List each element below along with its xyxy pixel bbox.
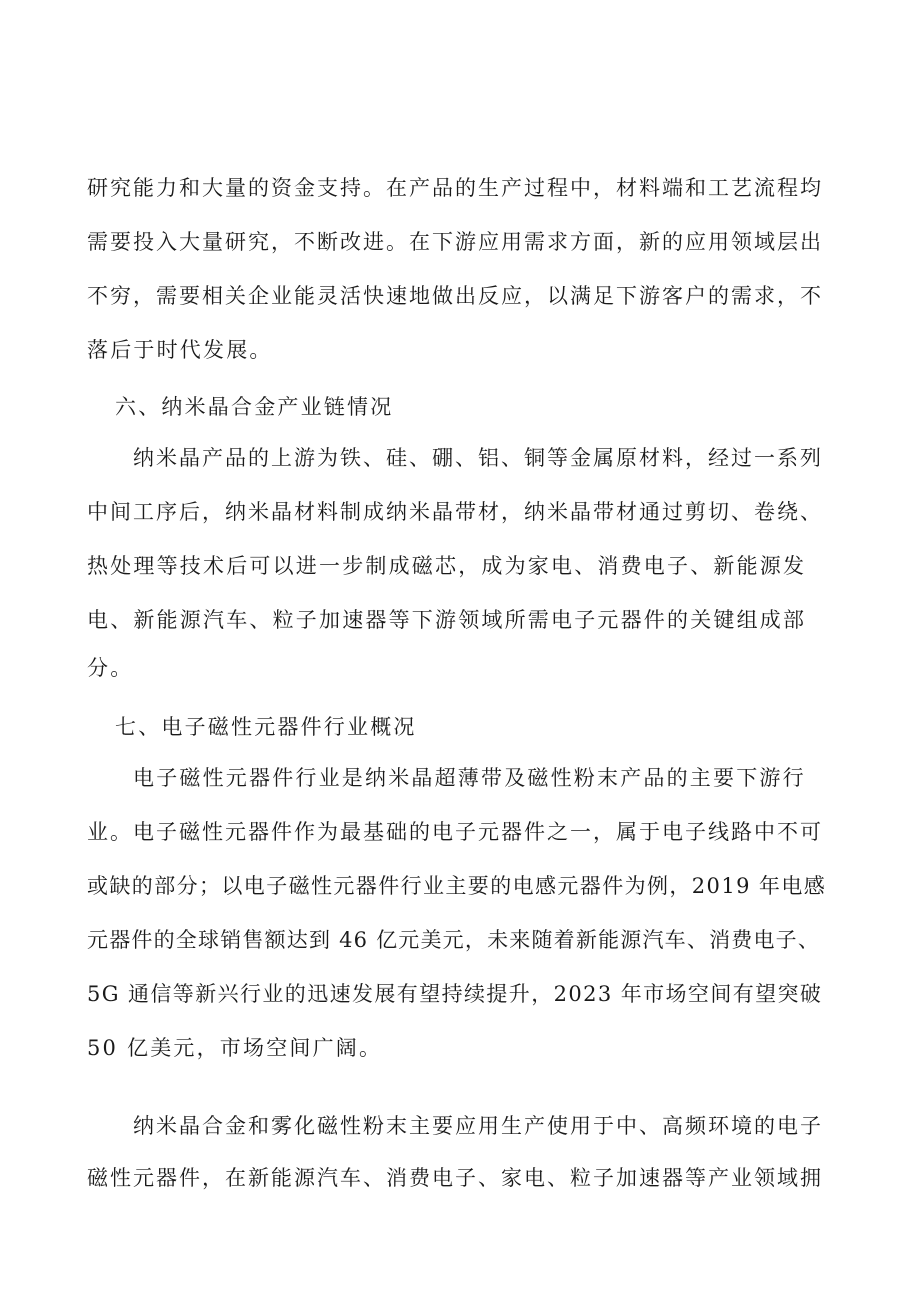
paragraph-line: 纳米晶产品的上游为铁、硅、硼、铝、铜等金属原材料，经过一系列 xyxy=(133,446,823,470)
paragraph-line: 中间工序后，纳米晶材料制成纳米晶带材，纳米晶带材通过剪切、卷绕、 xyxy=(87,500,823,524)
paragraph-line: 需要投入大量研究，不断改进。在下游应用需求方面，新的应用领域层出 xyxy=(87,230,823,254)
paragraph-line: 业。电子磁性元器件作为最基础的电子元器件之一，属于电子线路中不可 xyxy=(87,820,823,844)
paragraph-line: 电子磁性元器件行业是纳米晶超薄带及磁性粉末产品的主要下游行 xyxy=(133,766,806,790)
section-heading: 六、纳米晶合金产业链情况 xyxy=(115,395,394,419)
paragraph-line: 50 亿美元，市场空间广阔。 xyxy=(87,1036,383,1060)
paragraph-line: 研究能力和大量的资金支持。在产品的生产过程中，材料端和工艺流程均 xyxy=(87,176,823,200)
paragraph-line: 落后于时代发展。 xyxy=(87,338,273,362)
paragraph-line: 磁性元器件，在新能源汽车、消费电子、家电、粒子加速器等产业领域拥 xyxy=(87,1166,823,1190)
paragraph-line: 分。 xyxy=(87,656,134,680)
section-heading: 七、电子磁性元器件行业概况 xyxy=(115,715,417,739)
paragraph-line: 电、新能源汽车、粒子加速器等下游领域所需电子元器件的关键组成部 xyxy=(87,608,807,632)
paragraph-line: 或缺的部分；以电子磁性元器件行业主要的电感元器件为例，2019 年电感 xyxy=(87,874,827,898)
paragraph-line: 元器件的全球销售额达到 46 亿元美元，未来随着新能源汽车、消费电子、 xyxy=(87,928,821,952)
paragraph-line: 不穷，需要相关企业能灵活快速地做出反应，以满足下游客户的需求，不 xyxy=(87,284,823,308)
paragraph-line: 热处理等技术后可以进一步制成磁芯，成为家电、消费电子、新能源发 xyxy=(87,554,807,578)
paragraph-line: 5G 通信等新兴行业的迅速发展有望持续提升，2023 年市场空间有望突破 xyxy=(87,982,823,1006)
paragraph-line: 纳米晶合金和雾化磁性粉末主要应用生产使用于中、高频环境的电子 xyxy=(133,1114,823,1138)
